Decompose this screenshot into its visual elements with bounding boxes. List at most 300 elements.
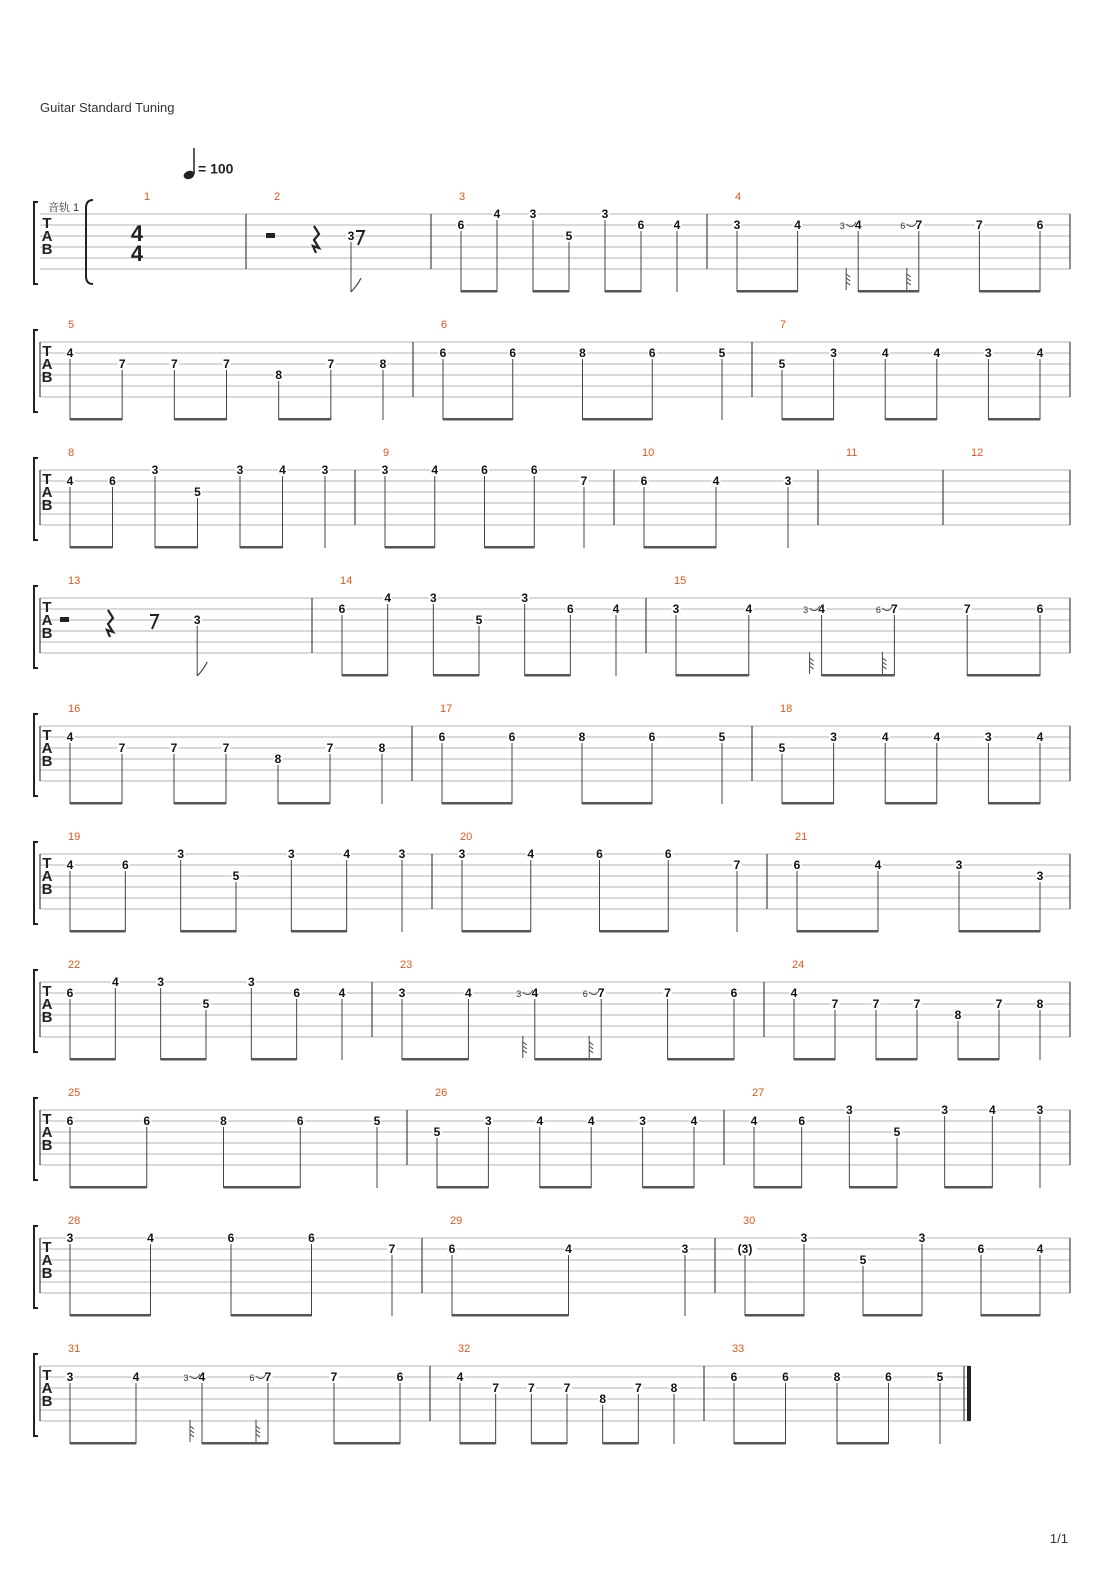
beam — [540, 1186, 591, 1189]
tab-clef-letter: T — [42, 727, 52, 744]
measure-number: 3 — [459, 191, 466, 203]
grace-note-flag — [190, 1420, 194, 1442]
beam — [797, 930, 878, 933]
fret-number: 4 — [745, 602, 753, 616]
system-bracket — [34, 970, 38, 1052]
beam — [161, 1058, 206, 1061]
fret-number: 5 — [373, 1114, 381, 1128]
fret-number: 4 — [612, 602, 620, 616]
fret-number: 7 — [264, 1370, 272, 1384]
track-name: 音轨 1 — [48, 202, 80, 214]
tempo-value: = 100 — [198, 160, 234, 177]
fret-number: 5 — [859, 1253, 867, 1267]
grace-note-flag — [882, 652, 886, 674]
fret-number: 6 — [640, 474, 648, 488]
fret-number: 3 — [985, 346, 992, 360]
tab-clef-letter: B — [41, 881, 53, 898]
fret-number: 3 — [941, 1103, 949, 1117]
fret-number: 6 — [637, 218, 645, 232]
grace-note-flag — [523, 1036, 527, 1058]
fret-number: 3 — [321, 463, 329, 477]
fret-number: 7 — [327, 357, 335, 371]
beam — [603, 1442, 639, 1445]
fret-number: 4 — [536, 1114, 544, 1128]
fret-number: 3 — [601, 207, 609, 221]
fret-number: 3 — [66, 1370, 74, 1384]
fret-number: 3 — [529, 207, 537, 221]
tab-system — [34, 703, 1070, 805]
fret-number: 4 — [818, 602, 825, 616]
tab-clef-letter: B — [41, 753, 53, 770]
measure-number: 4 — [735, 191, 742, 203]
fret-number: 3 — [672, 602, 680, 616]
measure-number: 10 — [642, 447, 655, 459]
fret-number: 7 — [597, 986, 605, 1000]
measure-number: 22 — [68, 959, 81, 971]
beam — [533, 290, 569, 293]
measure-number: 21 — [795, 831, 808, 843]
measure-number: 18 — [780, 703, 793, 715]
fret-number: 4 — [465, 986, 472, 1000]
beam — [754, 1186, 802, 1189]
fret-number: 4 — [933, 346, 941, 360]
fret-number: 4 — [198, 1370, 206, 1384]
fret-number: 7 — [891, 602, 898, 616]
tab-clef-letter: T — [42, 983, 52, 1000]
measure-number: 28 — [68, 1215, 81, 1227]
quarter-rest — [107, 610, 113, 637]
beam — [334, 1442, 400, 1445]
fret-number: 4 — [384, 591, 392, 605]
fret-number: 3 — [157, 975, 165, 989]
fret-number: 7 — [634, 1381, 642, 1395]
fret-number: 6 — [66, 1114, 74, 1128]
measure-number: 2 — [274, 191, 281, 203]
fret-number: 7 — [913, 997, 921, 1011]
fret-number: 6 — [109, 474, 116, 488]
tab-clef-letter: T — [42, 1239, 52, 1256]
beam — [858, 290, 919, 293]
fret-number: 7 — [326, 741, 334, 755]
beam — [676, 674, 749, 677]
fret-number: 6 — [457, 218, 465, 232]
fret-number: 4 — [1036, 730, 1044, 744]
fret-number: 4 — [431, 463, 439, 477]
measure-number: 17 — [440, 703, 453, 715]
grace-note-fret: 6 — [900, 221, 906, 231]
measure-number: 27 — [752, 1087, 765, 1099]
measure-number: 14 — [340, 575, 353, 587]
beam — [70, 1314, 151, 1317]
measure-number: 5 — [68, 319, 75, 331]
fret-number: 5 — [778, 741, 786, 755]
beam — [231, 1314, 312, 1317]
tab-clef-letter: T — [42, 343, 52, 360]
tab-system — [34, 447, 1070, 549]
grace-note-fret: 3 — [803, 605, 809, 615]
fret-number: 4 — [750, 1114, 758, 1128]
tab-clef-letter: A — [41, 1252, 53, 1269]
fret-number: 8 — [954, 1008, 962, 1022]
fret-number: 4 — [111, 975, 119, 989]
fret-number: 7 — [222, 741, 230, 755]
fret-number: 8 — [579, 346, 586, 360]
tab-clef-letter: A — [41, 484, 53, 501]
fret-number: 4 — [493, 207, 501, 221]
measure-number: 8 — [68, 447, 75, 459]
beam — [945, 1186, 993, 1189]
tab-clef-letter: T — [42, 599, 52, 616]
fret-number: 3 — [521, 591, 529, 605]
fret-number: 6 — [508, 730, 516, 744]
beam — [605, 290, 641, 293]
fret-number: 3 — [845, 1103, 853, 1117]
beam — [988, 802, 1040, 805]
beam — [979, 290, 1040, 293]
beam — [535, 1058, 601, 1061]
tab-system — [34, 575, 1070, 677]
beam — [461, 290, 497, 293]
tab-clef-letter: B — [41, 497, 53, 514]
tab-clef-letter: B — [41, 625, 53, 642]
tab-clef-letter: T — [42, 1111, 52, 1128]
tab-system — [34, 831, 1070, 933]
fret-number: 6 — [509, 346, 517, 360]
fret-number: 7 — [872, 997, 880, 1011]
fret-number: 3 — [381, 463, 389, 477]
fret-number: 7 — [563, 1381, 571, 1395]
fret-number: 3 — [458, 847, 466, 861]
fret-number: 6 — [448, 1242, 456, 1256]
measure-number: 6 — [441, 319, 448, 331]
beam — [885, 418, 937, 421]
fret-number: 3 — [639, 1114, 646, 1128]
system-bracket — [34, 1098, 38, 1180]
eighth-rest — [150, 615, 158, 629]
half-rest — [266, 233, 275, 238]
fret-number: 6 — [566, 602, 574, 616]
system-bracket — [34, 714, 38, 796]
tab-system — [34, 1215, 1070, 1317]
system-bracket — [34, 1354, 38, 1436]
fret-number: 7 — [995, 997, 1003, 1011]
fret-number: 6 — [798, 1114, 806, 1128]
fret-number: 6 — [530, 463, 538, 477]
tab-clef-letter: T — [42, 215, 52, 232]
fret-number: 8 — [1036, 997, 1044, 1011]
fret-number: 4 — [690, 1114, 698, 1128]
tab-system — [34, 1087, 1070, 1189]
fret-number: 8 — [833, 1370, 841, 1384]
fret-number: 8 — [275, 368, 283, 382]
fret-number: 6 — [793, 858, 801, 872]
fret-number: 4 — [527, 847, 535, 861]
system-bracket — [34, 842, 38, 924]
measure-number: 26 — [435, 1087, 448, 1099]
measure-number: 25 — [68, 1087, 81, 1099]
fret-number: 5 — [202, 997, 210, 1011]
fret-number: 4 — [794, 218, 801, 232]
fret-number: 4 — [933, 730, 941, 744]
beam — [981, 1314, 1040, 1317]
tab-clef-letter: A — [41, 868, 53, 885]
fret-number: 5 — [936, 1370, 944, 1384]
beam — [279, 418, 331, 421]
grace-note-flag — [256, 1420, 260, 1442]
beam — [70, 1058, 115, 1061]
beam — [70, 930, 125, 933]
fret-number: 7 — [388, 1242, 396, 1256]
fret-number: 7 — [492, 1381, 500, 1395]
system-bracket — [34, 586, 38, 668]
tab-system — [34, 191, 1070, 293]
system-bracket — [34, 202, 38, 284]
tab-clef-letter: A — [41, 1380, 53, 1397]
grace-note-fret: 6 — [875, 605, 881, 615]
fret-number: 8 — [670, 1381, 678, 1395]
fret-number: 4 — [874, 858, 882, 872]
measure-number: 9 — [383, 447, 390, 459]
fret-number: 6 — [439, 346, 447, 360]
measure-number: 33 — [732, 1343, 745, 1355]
beam — [525, 674, 571, 677]
fret-number: 4 — [338, 986, 346, 1000]
fret-number: 7 — [976, 218, 983, 232]
time-signature-denominator: 4 — [130, 241, 144, 266]
fret-number: 6 — [66, 986, 74, 1000]
beam — [967, 674, 1040, 677]
beam — [70, 546, 113, 549]
beam — [70, 1186, 147, 1189]
fret-number: 8 — [378, 741, 386, 755]
fret-number: 7 — [527, 1381, 535, 1395]
fret-number: 4 — [1036, 346, 1044, 360]
fret-number: 5 — [893, 1125, 901, 1139]
beam — [583, 418, 653, 421]
fret-number: 6 — [648, 730, 656, 744]
fret-number: 4 — [66, 474, 74, 488]
tab-clef-letter: A — [41, 612, 53, 629]
grace-note-fret: 3 — [183, 1373, 189, 1383]
beam — [278, 802, 330, 805]
fret-number: 3 — [485, 1114, 492, 1128]
track-brace — [86, 200, 93, 284]
fret-number: 8 — [578, 730, 586, 744]
fret-number: 4 — [881, 730, 889, 744]
beam — [600, 930, 669, 933]
fret-number: 6 — [648, 346, 656, 360]
half-rest — [60, 617, 69, 622]
measure-number: 1 — [144, 191, 151, 203]
fret-number: 6 — [338, 602, 346, 616]
beam — [849, 1186, 897, 1189]
tab-clef-letter: B — [41, 1393, 53, 1410]
beam — [181, 930, 236, 933]
fret-number: 7 — [118, 357, 126, 371]
fret-number: 3 — [398, 986, 406, 1000]
beam — [737, 290, 798, 293]
fret-number: 6 — [296, 1114, 304, 1128]
beam — [958, 1058, 999, 1061]
beam — [582, 802, 652, 805]
beam — [291, 930, 346, 933]
tab-system — [34, 319, 1070, 421]
fret-number: 7 — [223, 357, 230, 371]
grace-note-flag — [907, 268, 911, 290]
beam — [174, 418, 226, 421]
fret-number: 5 — [718, 346, 726, 360]
beam — [442, 802, 512, 805]
beam — [385, 546, 435, 549]
fret-number: 3 — [955, 858, 963, 872]
fret-number: 4 — [988, 1103, 996, 1117]
fret-number: 3 — [784, 474, 792, 488]
fret-number: 4 — [1036, 1242, 1044, 1256]
fret-number: 6 — [293, 986, 301, 1000]
beam — [745, 1314, 804, 1317]
fret-number: 6 — [438, 730, 446, 744]
fret-number: 5 — [433, 1125, 441, 1139]
page-number: 1/1 — [1049, 1531, 1068, 1546]
beam — [988, 418, 1040, 421]
beam — [251, 1058, 296, 1061]
fret-number: 4 — [343, 847, 351, 861]
fret-number: 5 — [232, 869, 240, 883]
beam — [70, 802, 122, 805]
fret-number: 6 — [782, 1370, 789, 1384]
grace-note-fret: 6 — [582, 989, 588, 999]
fret-number: 4 — [456, 1370, 464, 1384]
grace-note-fret: 3 — [839, 221, 845, 231]
beam — [342, 674, 388, 677]
measure-number: 32 — [458, 1343, 471, 1355]
fret-number: 4 — [147, 1231, 154, 1245]
tab-clef-letter: B — [41, 1265, 53, 1282]
tab-clef-letter: B — [41, 1137, 53, 1154]
fret-number: 3 — [429, 591, 437, 605]
fret-number: 6 — [1036, 218, 1044, 232]
fret-number: 3 — [830, 730, 837, 744]
fret-number: 4 — [673, 218, 681, 232]
grace-note-fret: 3 — [516, 989, 522, 999]
fret-number: 3 — [800, 1231, 808, 1245]
beam — [155, 546, 198, 549]
measure-number: 7 — [780, 319, 787, 331]
fret-number: 3 — [681, 1242, 689, 1256]
fret-number: 7 — [915, 218, 923, 232]
fret-number: 4 — [712, 474, 720, 488]
fret-number: 7 — [170, 741, 178, 755]
fret-number: 7 — [580, 474, 588, 488]
fret-number: 4 — [132, 1370, 140, 1384]
beam — [402, 1058, 468, 1061]
fret-number: 7 — [330, 1370, 338, 1384]
fret-number: 8 — [599, 1392, 607, 1406]
system-bracket — [34, 1226, 38, 1308]
beam — [240, 546, 283, 549]
grace-note-flag — [589, 1036, 593, 1058]
fret-number: 3 — [193, 613, 201, 627]
tab-clef-letter: A — [41, 1124, 53, 1141]
beam — [782, 802, 834, 805]
system-bracket — [34, 330, 38, 412]
measure-number: 12 — [971, 447, 984, 459]
fret-number: 3 — [1036, 1103, 1044, 1117]
note-flag — [351, 278, 361, 292]
quarter-rest — [313, 226, 319, 253]
fret-number: (3) — [737, 1242, 753, 1256]
beam — [876, 1058, 917, 1061]
beam — [782, 418, 834, 421]
fret-number: 3 — [151, 463, 159, 477]
fret-number: 6 — [143, 1114, 151, 1128]
fret-number: 3 — [236, 463, 244, 477]
measure-number: 29 — [450, 1215, 463, 1227]
beam — [433, 674, 479, 677]
fret-number: 6 — [730, 1370, 738, 1384]
fret-number: 6 — [1036, 602, 1044, 616]
beam — [443, 418, 513, 421]
beam — [885, 802, 937, 805]
beam — [959, 930, 1040, 933]
fret-number: 4 — [66, 858, 74, 872]
fret-number: 6 — [885, 1370, 892, 1384]
fret-number: 3 — [347, 229, 355, 243]
beam — [70, 1442, 136, 1445]
fret-number: 7 — [118, 741, 126, 755]
note-flag — [197, 662, 207, 676]
tab-clef-letter: B — [41, 369, 53, 386]
fret-number: 4 — [66, 730, 74, 744]
fret-number: 8 — [220, 1114, 227, 1128]
grace-note-flag — [810, 652, 814, 674]
beam — [224, 1186, 301, 1189]
fret-number: 3 — [830, 346, 837, 360]
fret-number: 5 — [475, 613, 483, 627]
fret-number: 3 — [918, 1231, 926, 1245]
fret-number: 6 — [730, 986, 738, 1000]
fret-number: 3 — [985, 730, 992, 744]
grace-note-flag — [846, 268, 850, 290]
fret-number: 5 — [565, 229, 573, 243]
fret-number: 3 — [398, 847, 406, 861]
fret-number: 6 — [481, 463, 488, 477]
fret-number: 4 — [531, 986, 539, 1000]
beam — [644, 546, 716, 549]
fret-number: 5 — [194, 485, 201, 499]
tab-system — [34, 1343, 971, 1445]
fret-number: 4 — [279, 463, 286, 477]
measure-number: 24 — [792, 959, 805, 971]
tab-clef-letter: A — [41, 228, 53, 245]
beam — [485, 546, 535, 549]
fret-number: 4 — [881, 346, 889, 360]
beam — [437, 1186, 488, 1189]
fret-number: 3 — [247, 975, 255, 989]
tab-system — [34, 959, 1070, 1061]
fret-number: 4 — [587, 1114, 595, 1128]
fret-number: 7 — [963, 602, 971, 616]
measure-number: 13 — [68, 575, 81, 587]
fret-number: 6 — [121, 858, 129, 872]
measure-number: 23 — [400, 959, 413, 971]
fret-number: 4 — [565, 1242, 572, 1256]
fret-number: 6 — [396, 1370, 404, 1384]
measure-number: 11 — [846, 447, 858, 459]
fret-number: 4 — [854, 218, 862, 232]
tuning-label: Guitar Standard Tuning — [40, 100, 175, 115]
measure-number: 20 — [460, 831, 473, 843]
